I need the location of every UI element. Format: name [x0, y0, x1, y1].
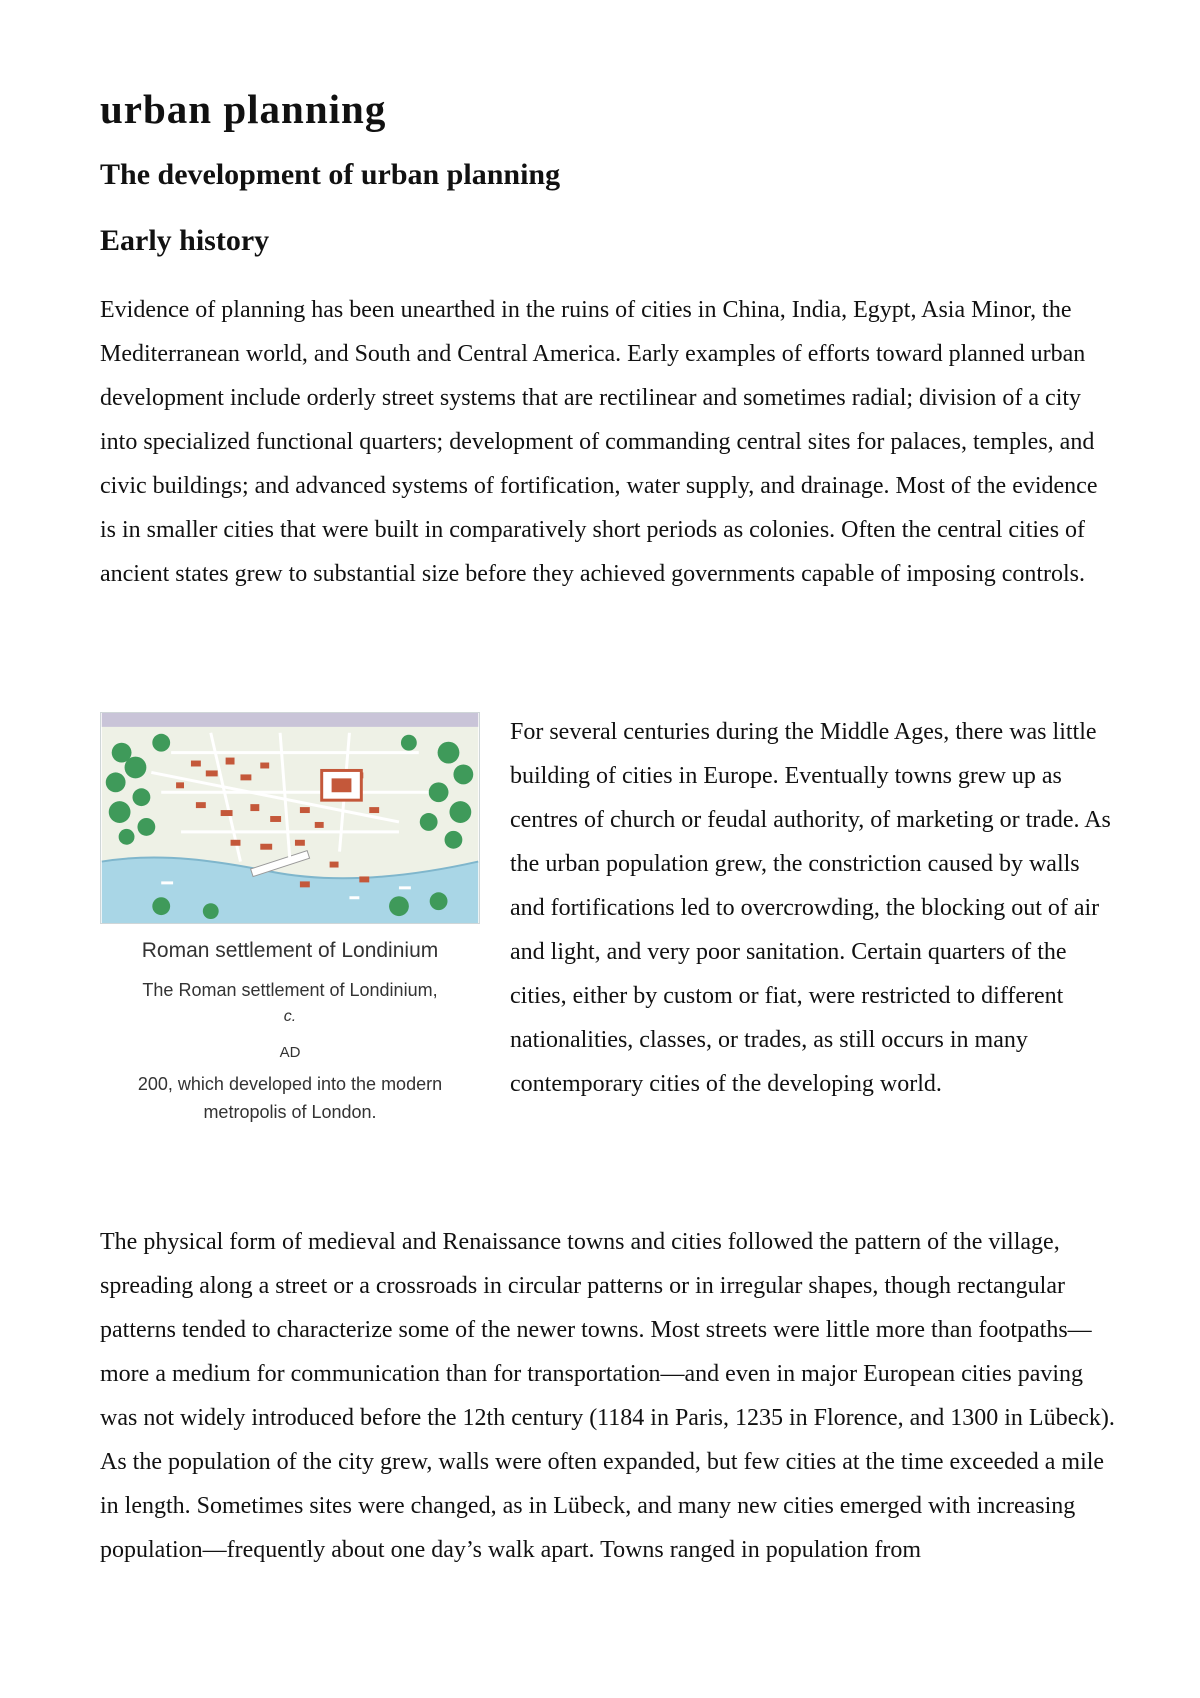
figure-title: Roman settlement of Londinium: [141, 939, 439, 962]
paragraph-2: For several centuries during the Middle Ages, there was little building of cities in Europe. Eventually towns grew up as centres of church or feudal authority, of marketing or trade. As the urban population grew, the constriction caused by walls and fortifications led to overcrowding, the blocking out of air and light, and very poor sanitation. Certain quarters of the cities, either by custom or fiat, were restricted to different nationalities, classes, or trades, as still occurs in many contemporary cities of the developing world.: [510, 719, 1111, 1097]
figure-caption: [100, 976, 480, 1126]
paragraph-1: Evidence of planning has been unearthed in the ruins of cities in China, India, Egypt, Asia Minor, the Mediterranean world, and South and Central America. Early examples of efforts toward planned urban development include orderly street systems that are rectilinear and sometimes radial; division of a city into specialized functional quarters; development of commanding central sites for palaces, temples, and civic buildings; and advanced systems of fortification, water supply, and drainage. Most of the evidence is in smaller cities that were built in comparatively short periods as colonies. Often the central cities of ancient states grew to substantial size before they achieved governments capable of imposing controls.: [100, 297, 1098, 587]
paragraph-3: The physical form of medieval and Renaissance towns and cities followed the pattern of the village, spreading along a street or a crossroads in circular patterns or in irregular shapes, though rectangular patterns tended to characterize some of the newer towns. Most streets were little more than footpaths—more a medium for communication than for transportation—and even in major European cities paving was not widely introduced before the 12th century (1184 in Paris, 1235 in Florence, and 1300 in Lübeck). As the population of the city grew, walls were often expanded, but few cities at the time exceeded a mile in length. Sometimes sites were changed, as in Lübeck, and many new cities emerged with increasing population—frequently about one day’s walk apart. Towns ranged in population from: [100, 1229, 1115, 1563]
caption-line-1: The Roman settlement of Londinium,: [142, 980, 438, 1000]
subsection-heading: Early history: [100, 224, 270, 257]
article-title: urban planning: [100, 86, 387, 132]
caption-circa: c.: [283, 1008, 297, 1025]
caption-line-2: 200, which developed into the modern metropolis of London.: [137, 1074, 443, 1122]
figure-londinium: [100, 712, 480, 1126]
londinium-map-image[interactable]: [100, 712, 480, 924]
caption-era: AD: [279, 1044, 301, 1061]
section-heading: The development of urban planning: [100, 158, 561, 191]
